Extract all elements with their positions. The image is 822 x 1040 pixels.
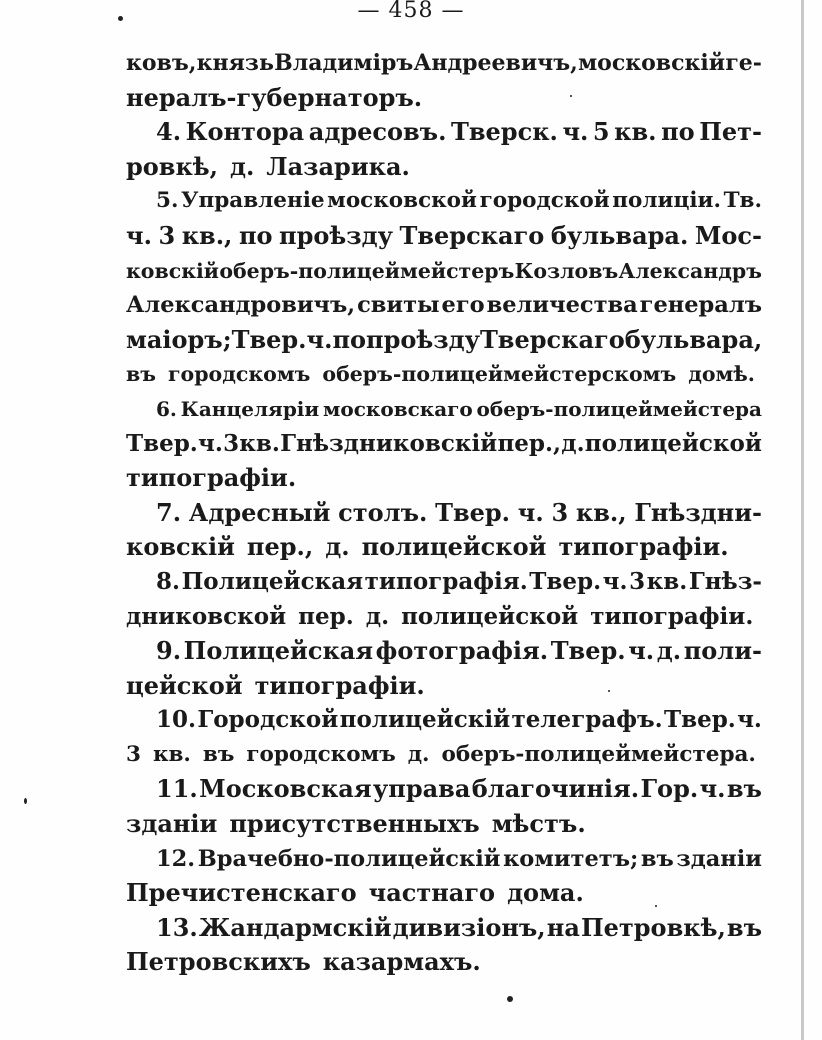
word: пер.,	[497, 429, 562, 457]
word: Твер.	[126, 429, 198, 457]
word: Петровкѣ,	[580, 912, 726, 942]
word: московскій	[578, 50, 726, 76]
text-line	[126, 703, 762, 738]
word: московскаго	[323, 396, 473, 421]
word: маіоръ;	[126, 324, 232, 354]
word: полицейской	[361, 532, 547, 562]
word: типографіи.	[558, 532, 729, 562]
word: Канцеляріи	[180, 396, 320, 421]
text-line	[126, 392, 762, 427]
word: Городской	[197, 706, 339, 734]
text-line	[126, 461, 762, 496]
word: управа	[372, 774, 471, 804]
word: Твер.	[663, 706, 736, 734]
word: 5	[592, 117, 610, 147]
word: ч.	[126, 220, 152, 250]
word: бульвара,	[624, 324, 763, 354]
word: Гнѣздни-	[634, 497, 762, 527]
word: Владиміръ	[274, 50, 414, 76]
text-line	[126, 530, 762, 565]
word: пер.	[298, 602, 354, 630]
word: фотографія.	[375, 636, 549, 666]
word: д.	[407, 741, 430, 767]
word: типографіи.	[254, 670, 425, 700]
body-text	[126, 46, 762, 980]
word: Врачебно-полицейскій	[197, 845, 501, 872]
word: Твер.	[231, 324, 307, 354]
word: московской	[327, 188, 477, 214]
word: ч.	[306, 324, 333, 354]
word: 6.	[156, 396, 177, 421]
word: кв.	[614, 117, 657, 147]
word: 3	[126, 741, 141, 767]
word: дома.	[507, 878, 584, 908]
word: ковскій	[126, 258, 220, 283]
text-line	[126, 81, 762, 116]
word: комитетъ;	[503, 845, 639, 872]
word: городской	[479, 188, 610, 214]
word: Московская	[199, 774, 372, 804]
word: оберъ-полицеймейстера.	[441, 741, 756, 767]
word: Гнѣз-	[688, 567, 762, 595]
word: 12.	[156, 845, 196, 872]
text-line	[126, 876, 762, 911]
word: 3	[158, 220, 176, 250]
word: Полицейская	[183, 636, 374, 666]
word: ге-	[725, 50, 762, 76]
scan-speck	[608, 690, 610, 692]
word: Жандармскій	[198, 912, 392, 942]
word: кв.,	[181, 220, 233, 250]
word: благочинія.	[471, 774, 640, 804]
word: Гнѣздниковскій	[280, 429, 498, 457]
word: 11.	[156, 774, 198, 804]
word: Александровичъ,	[126, 292, 356, 319]
word: князь	[196, 50, 274, 76]
word: телеграфъ.	[511, 706, 663, 734]
word: кв.	[646, 567, 688, 595]
word: полицейской	[584, 429, 762, 457]
word: величества	[486, 292, 638, 319]
word: поли-	[683, 636, 762, 666]
word: по	[661, 117, 695, 147]
word: Адресный	[188, 497, 331, 527]
word: ч.	[198, 429, 223, 457]
text-line	[126, 738, 762, 773]
word: адресовъ.	[308, 117, 447, 147]
word: мѣстъ.	[491, 809, 586, 839]
word: 8.	[156, 567, 181, 595]
word: ковскій	[126, 532, 235, 562]
word: его	[441, 292, 485, 319]
word: 3	[629, 567, 646, 595]
word: зданіи	[126, 809, 218, 839]
word: 3	[223, 429, 240, 457]
word: въ	[726, 912, 762, 942]
word: оберъ-полицеймейстеръ	[219, 258, 515, 283]
word: зданіи	[676, 845, 762, 872]
text-line	[126, 669, 762, 704]
word: типографія.	[364, 567, 528, 595]
text-line	[126, 842, 762, 877]
word: 9.	[156, 636, 182, 666]
word: полицейскій	[339, 706, 511, 734]
word: ч.	[628, 636, 655, 666]
word: ковъ,	[126, 50, 197, 76]
word: цейской	[126, 670, 243, 700]
word: домѣ.	[688, 362, 755, 387]
scan-speck	[570, 95, 572, 97]
word: ч.	[699, 774, 726, 804]
word: Петровскихъ	[126, 947, 311, 977]
word: полиціи.	[612, 188, 721, 214]
word: д.	[325, 532, 350, 562]
word: д.	[365, 602, 390, 630]
word: ч.	[562, 117, 589, 147]
text-line	[126, 945, 762, 980]
word: ровкѣ,	[126, 151, 219, 181]
word: генералъ	[639, 292, 762, 319]
text-line	[126, 46, 762, 81]
text-line	[126, 254, 762, 289]
text-line	[126, 184, 762, 219]
word: ч.	[602, 567, 628, 595]
word: 13.	[156, 912, 198, 942]
word: по	[332, 324, 367, 354]
word: казармахъ.	[322, 947, 481, 977]
text-line	[126, 634, 762, 669]
word: столъ.	[338, 497, 428, 527]
word: 10.	[156, 706, 197, 734]
word: Гор.	[640, 774, 699, 804]
word: д.	[561, 429, 585, 457]
word: Тв.	[723, 188, 762, 214]
text-line	[126, 427, 762, 462]
text-line	[126, 565, 762, 600]
scan-speck	[118, 16, 123, 21]
word: городскомъ	[167, 362, 311, 387]
word: Полицейская	[181, 567, 364, 595]
word: въ	[726, 774, 762, 804]
word: 7.	[156, 497, 182, 527]
word: дивизіонъ,	[392, 912, 546, 942]
text-line	[126, 323, 762, 358]
text-line	[126, 496, 762, 531]
word: въ	[640, 845, 674, 872]
word: дниковской	[126, 602, 287, 630]
word: частнаго	[368, 878, 496, 908]
word: бульвара.	[550, 220, 689, 250]
word: Пречистенскаго	[126, 878, 357, 908]
page-edge-rule	[801, 0, 804, 1040]
word: на	[546, 912, 580, 942]
word: городскомъ	[246, 741, 396, 767]
word: Твер.	[529, 567, 602, 595]
word: Мос-	[694, 220, 762, 250]
word: Контора	[185, 117, 305, 147]
text-line	[126, 772, 762, 807]
word: Твер.	[550, 636, 626, 666]
word: свиты	[357, 292, 440, 319]
word: по	[238, 220, 273, 250]
word: Управленіе	[181, 188, 325, 214]
word: типографіи.	[590, 602, 754, 630]
word: нералъ-губернаторъ.	[126, 82, 423, 112]
word: Козловъ	[514, 258, 619, 283]
word: полицейской	[401, 602, 579, 630]
text-line	[126, 288, 762, 323]
word: д.	[230, 151, 255, 181]
word: оберъ-полицеймейстера	[476, 396, 762, 421]
word: Александръ	[618, 258, 762, 283]
word: кв.	[239, 429, 280, 457]
word: 5.	[156, 188, 179, 214]
word: въ	[202, 741, 235, 767]
scan-speck	[24, 798, 27, 804]
scan-speck	[655, 905, 657, 907]
text-line	[126, 911, 762, 946]
text-line	[126, 807, 762, 842]
word: кв.	[152, 741, 191, 767]
word: оберъ-полицеймейстерскомъ	[322, 362, 677, 387]
text-line	[126, 150, 762, 185]
word: ч.	[737, 706, 762, 734]
text-line	[126, 357, 762, 392]
text-line	[126, 115, 762, 150]
word: Тверск.	[451, 117, 558, 147]
word: въ	[126, 362, 156, 387]
page-number: — 458 —	[357, 0, 465, 23]
word: Тверскаго	[479, 324, 625, 354]
word: кв.,	[575, 497, 627, 527]
word: Лазарика.	[266, 151, 410, 181]
scan-speck	[507, 996, 513, 1002]
text-line	[126, 600, 762, 635]
word: Пет-	[699, 117, 762, 147]
word: Твер.	[435, 497, 511, 527]
word: Тверскаго	[399, 220, 545, 250]
word: 3	[551, 497, 569, 527]
text-line	[126, 219, 762, 254]
word: Андреевичъ,	[413, 50, 578, 76]
word: д.	[656, 636, 682, 666]
word: проѣзду	[279, 220, 393, 250]
word: проѣзду	[366, 324, 480, 354]
word: присутственныхъ	[229, 809, 480, 839]
word: ч.	[517, 497, 544, 527]
word: 4.	[156, 117, 182, 147]
word: пер.,	[246, 532, 314, 562]
word: типографіи.	[126, 463, 297, 493]
